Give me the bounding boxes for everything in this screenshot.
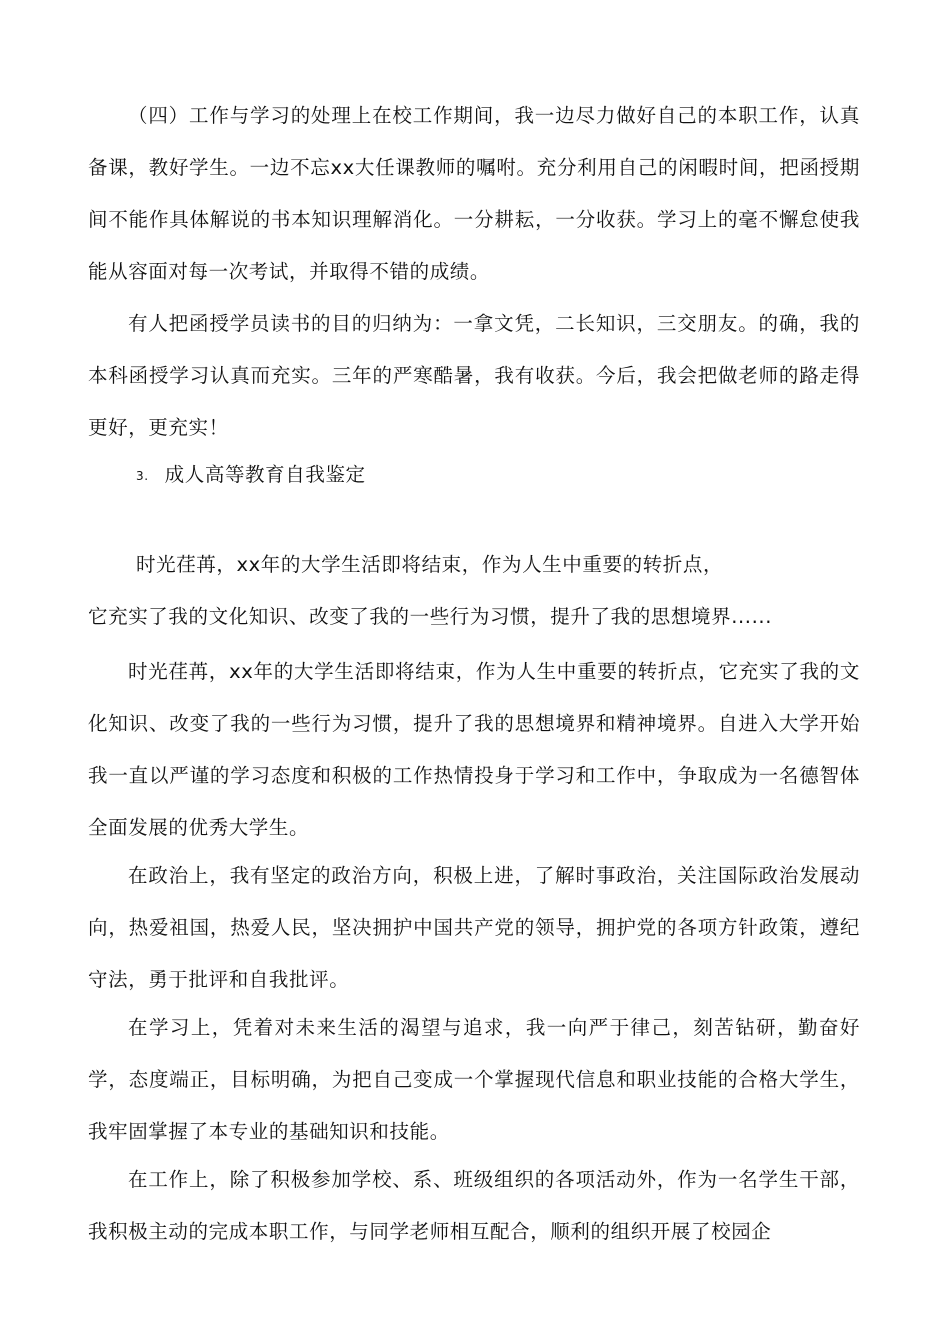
paragraph-correspondence-goals: 有人把函授学员读书的目的归纳为：一拿文凭，二长知识，三交朋友。的确，我的本科函授学习认真而充实。三年的严寒酷暑，我有收获。今后，我会把做老师的路走得更好，更充实！	[88, 312, 860, 439]
paragraph-study: 在学习上，凭着对未来生活的渴望与追求，我一向严于律己，刻苦钻研，勤奋好学，态度端正，目标明确，为把自己变成一个掌握现代信息和职业技能的合格大学生，我牢固掌握了本专业的基础知识和技能。	[88, 1016, 860, 1143]
paragraph-work: 在工作上，除了积极参加学校、系、班级组织的各项活动外，作为一名学生干部，我积极主动的完成本职工作，与同学老师相互配合，顺利的组织开展了校园企	[88, 1168, 860, 1243]
paragraph-work-and-study: （四）工作与学习的处理上在校工作期间，我一边尽力做好自己的本职工作，认真备课，教好学生。一边不忘xx大任课教师的嘱咐。充分利用自己的闲暇时间，把函授期间不能作具体解说的书本知识理解消化。一分耕耘，一分收获。学习上的毫不懈怠使我能从容面对每一次考试，并取得不错的成绩。	[88, 104, 860, 283]
paragraph-politics: 在政治上，我有坚定的政治方向，积极上进，了解时事政治，关注国际政治发展动向，热爱祖国，热爱人民，坚决拥护中国共产党的领导，拥护党的各项方针政策，遵纪守法，勇于批评和自我批评。	[88, 864, 860, 991]
paragraph-intro: 时光荏苒，xx年的大学生活即将结束，作为人生中重要的转折点，它充实了我的文化知识、改变了我的一些行为习惯，提升了我的思想境界和精神境界。自进入大学开始我一直以严谨的学习态度和积极的工作热情投身于学习和工作中，争取成为一名德智体全面发展的优秀大学生。	[88, 660, 860, 839]
summary-line-1: 时光荏苒，xx年的大学生活即将结束，作为人生中重要的转折点，	[136, 553, 724, 576]
summary-line-2: 它充实了我的文化知识、改变了我的一些行为习惯，提升了我的思想境界......	[88, 605, 772, 628]
section-heading	[136, 459, 366, 492]
section-number: 3.	[136, 468, 149, 483]
section-title: 成人高等教育自我鉴定	[164, 463, 366, 486]
